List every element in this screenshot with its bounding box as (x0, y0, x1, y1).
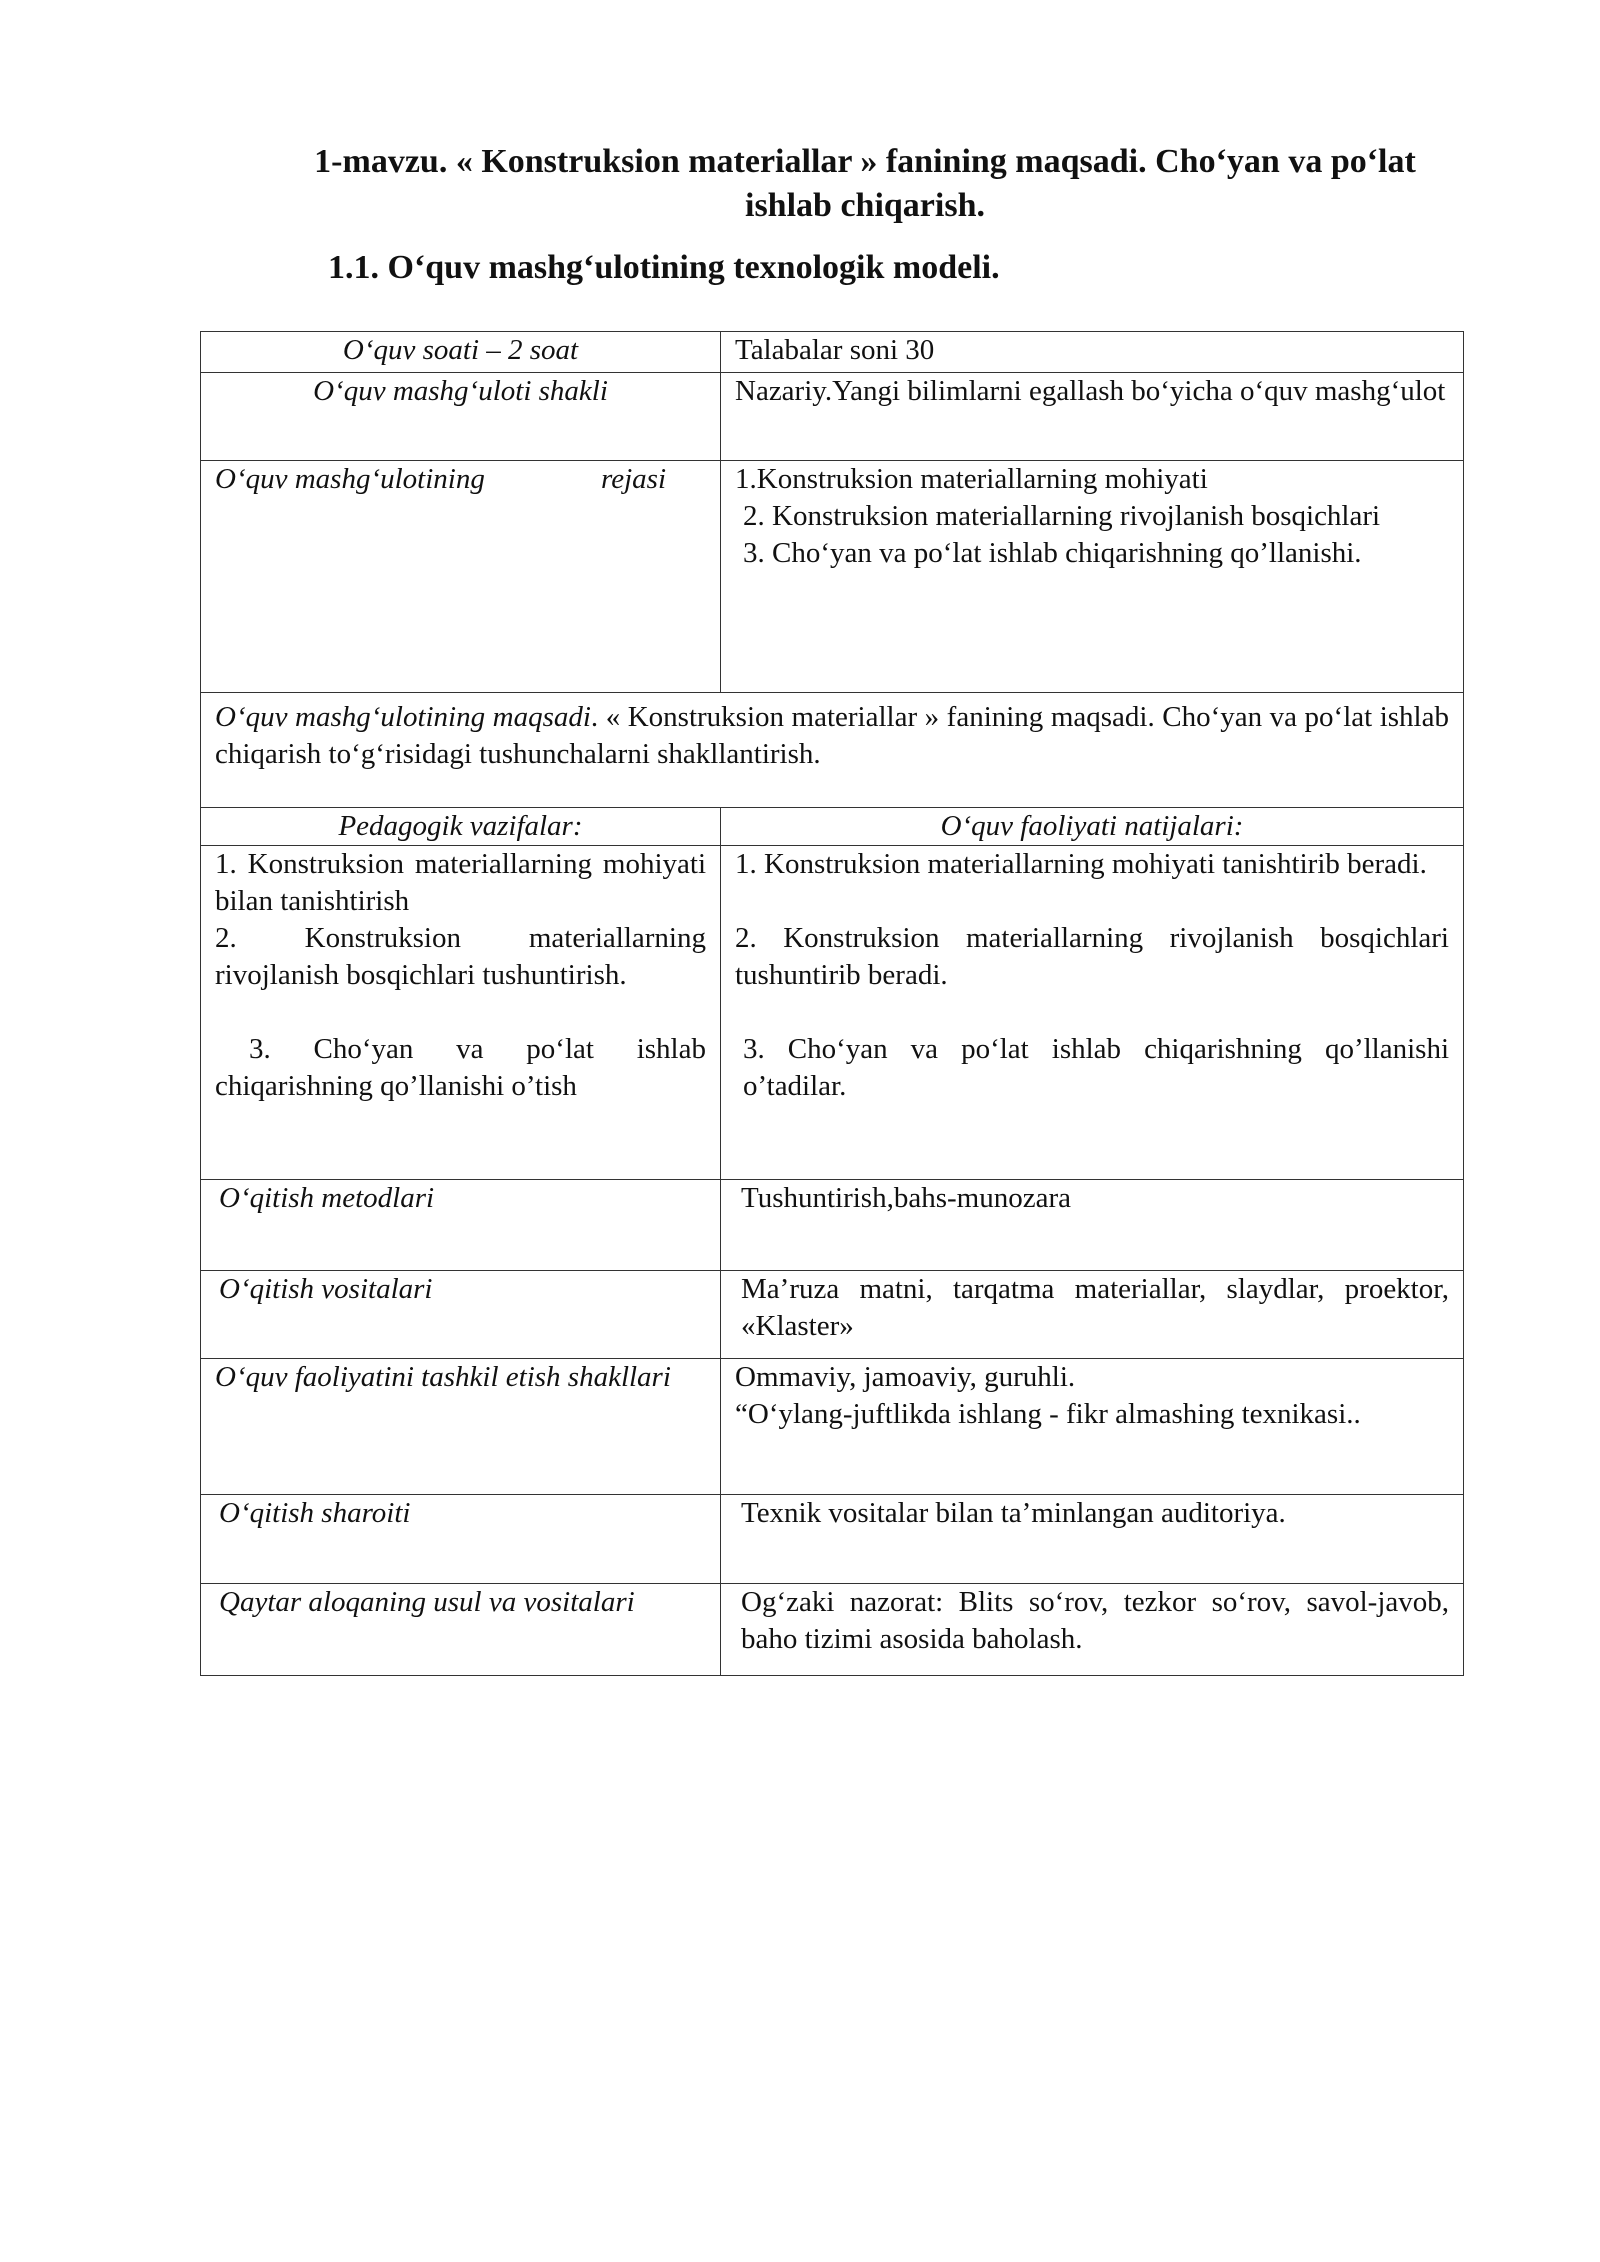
tools-label: O‘qitish vositalari (201, 1271, 721, 1359)
table-row (201, 461, 1464, 693)
title-line-1: 1-mavzu. « Konstruksion materiallar » fanining maqsadi. Cho‘yan va po‘lat (314, 143, 1416, 180)
conditions-value: Texnik vositalar bilan ta’minlangan auditoriya. (721, 1495, 1464, 1584)
list-item: 2. Konstruksion materiallarning rivojlanish bosqichlari tushuntirib beradi. (735, 922, 1449, 991)
list-item: 3. Cho‘yan va po‘lat ishlab chiqarishning qo’llanishi o’tish (215, 1033, 706, 1102)
organization-forms-line-2: “O‘ylang-juftlikda ishlang - fikr almashing texnikasi.. (735, 1398, 1361, 1430)
list-item: 3. Cho‘yan va po‘lat ishlab chiqarishning qo’llanishi o’tadilar. (743, 1033, 1449, 1102)
lesson-goal-text: . « Konstruksion materiallar » fanining maqsadi. Cho‘yan va po‘lat ishlab chiqarish to‘g‘risidagi tushunchalarni shakllantirish. (215, 701, 1449, 770)
lesson-plan-label-a: O‘quv mashg‘ulotining (215, 463, 485, 495)
table-row (201, 693, 1464, 808)
table-row (201, 1584, 1464, 1676)
technology-model-table (200, 331, 1464, 1676)
list-item: 1. Konstruksion materiallarning mohiyati tanishtirib beradi. (735, 848, 1427, 880)
tools-value: Ma’ruza matni, tarqatma materiallar, slaydlar, proektor, «Klaster» (721, 1271, 1464, 1359)
students-cell: Talabalar soni 30 (721, 332, 1464, 373)
table-row (201, 1495, 1464, 1584)
list-item: 2. Konstruksion materiallarning rivojlanish bosqichlari (743, 500, 1381, 532)
lesson-form-label: O‘quv mashg‘uloti shakli (201, 373, 721, 461)
table-row (201, 332, 1464, 373)
organization-forms-label: O‘quv faoliyatini tashkil etish shakllari (201, 1359, 721, 1495)
pedagogical-tasks-header: Pedagogik vazifalar: (201, 808, 721, 846)
feedback-value: Og‘zaki nazorat: Blits so‘rov, tezkor so‘rov, savol-javob, baho tizimi asosida baholash. (721, 1584, 1464, 1676)
methods-value: Tushuntirish,bahs-munozara (721, 1180, 1464, 1271)
feedback-label: Qaytar aloqaning usul va vositalari (201, 1584, 721, 1676)
conditions-label: O‘qitish sharoiti (201, 1495, 721, 1584)
list-item: 2. Konstruksion materiallarning rivojlanish bosqichlari tushuntirish. (215, 922, 706, 991)
document-title (200, 140, 1530, 228)
list-item: 3. Cho‘yan va po‘lat ishlab chiqarishning qo’llanishi. (743, 537, 1362, 569)
table-row (201, 1180, 1464, 1271)
title-line-2: ishlab chiqarish. (745, 187, 985, 224)
organization-forms-value (721, 1359, 1464, 1495)
lesson-form-value: Nazariy.Yangi bilimlarni egallash bo‘yicha o‘quv mashg‘ulot (721, 373, 1464, 461)
table-row (201, 846, 1464, 1180)
lesson-plan-list (721, 461, 1464, 693)
table-row (201, 373, 1464, 461)
lesson-goal-cell (201, 693, 1464, 808)
organization-forms-line-1: Ommaviy, jamoaviy, guruhli. (735, 1361, 1076, 1393)
list-item: 1. Konstruksion materiallarning mohiyati bilan tanishtirish (215, 848, 706, 917)
hours-cell: O‘quv soati – 2 soat (201, 332, 721, 373)
table-row (201, 1359, 1464, 1495)
lesson-goal-label: O‘quv mashg‘ulotining maqsadi (215, 701, 591, 733)
learning-results-list (721, 846, 1464, 1180)
methods-label: O‘qitish metodlari (201, 1180, 721, 1271)
pedagogical-tasks-list (201, 846, 721, 1180)
table-row (201, 1271, 1464, 1359)
lesson-plan-label (201, 461, 721, 693)
lesson-plan-label-b: rejasi (601, 463, 666, 495)
table-row (201, 808, 1464, 846)
list-item: 1.Konstruksion materiallarning mohiyati (735, 463, 1208, 495)
learning-results-header: O‘quv faoliyati natijalari: (721, 808, 1464, 846)
section-subtitle: 1.1. O‘quv mashg‘ulotining texnologik modeli. (328, 249, 1000, 286)
